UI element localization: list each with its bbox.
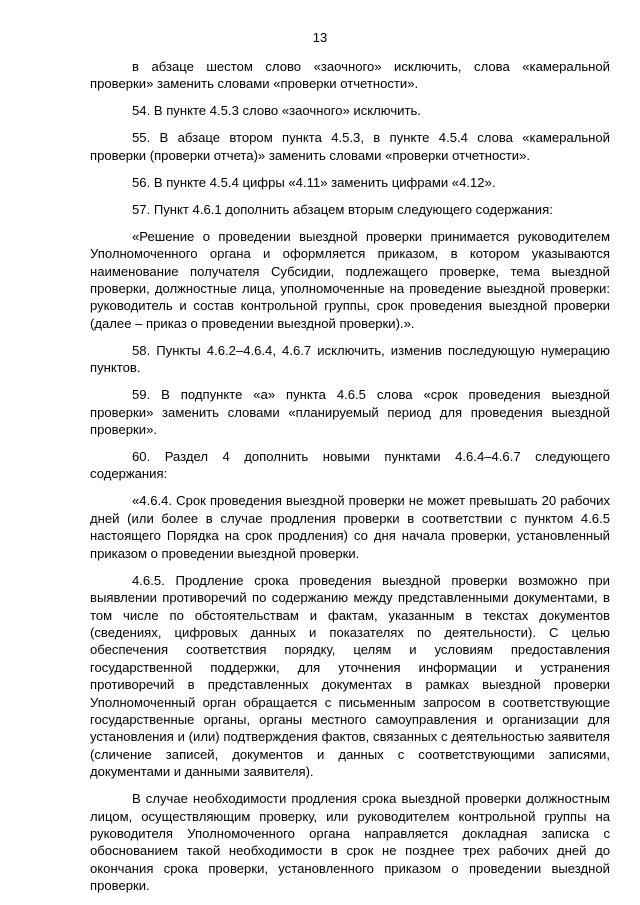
paragraph: 60. Раздел 4 дополнить новыми пунктами 4.6.4–4.6.7 следующего содержания: [90, 449, 610, 482]
paragraph: «4.6.4. Срок проведения выездной проверки не может превышать 20 рабочих дней (или более в случае продления проверки в соответствии с пунктом 4.6.5 настоящего Порядка на срок продления) со дня начала проверки, установленный приказом о проведении выездной проверки. [90, 493, 610, 561]
paragraph: 57. Пункт 4.6.1 дополнить абзацем вторым следующего содержания: [132, 201, 553, 217]
paragraph: «Решение о проведении выездной проверки принимается руководителем Уполномоченного органа и оформляется приказом, в котором указываются наименование получателя Субсидии, подлежащего проверке, тема выездной проверки, должностные лица, уполномоченные на проведение выездной проверки: руководитель и состав контрольной группы, срок проведения выездной проверки (далее – приказ о проведении выездной проверки).». [90, 228, 610, 331]
document-body [90, 58, 610, 895]
page-number: 13 [312, 30, 328, 45]
paragraph: 59. В подпункте «а» пункта 4.6.5 слова «срок проведения выездной проверки» заменить словами «планируемый период для проведения выездной проверки». [90, 387, 610, 438]
paragraph: в абзаце шестом слово «заочного» исключить, слова «камеральной проверки» заменить словами «проверки отчетности». [90, 59, 610, 92]
paragraph: 58. Пункты 4.6.2–4.6.4, 4.6.7 исключить, изменив последующую нумерацию пунктов. [90, 342, 610, 376]
paragraph: 56. В пункте 4.5.4 цифры «4.11» заменить цифрами «4.12». [132, 174, 496, 190]
paragraph: 54. В пункте 4.5.3 слово «заочного» исключить. [132, 103, 421, 119]
paragraph: В случае необходимости продления срока выездной проверки должностным лицом, осуществляющим проверку, или руководителем контрольной группы на руководителя Уполномоченного органа направляется докладная записка с обоснованием такой необходимости в срок не позднее трех рабочих дней до окончания срока проверки, установленного приказом о проведении выездной проверки. [90, 791, 610, 894]
paragraph: 4.6.5. Продление срока проведения выездной проверки возможно при выявлении противоречий по содержанию между представленными документами, в том числе по обстоятельствам и фактам, указанным в текстах документов (сведениях, цифровых данных и показателях по деятельности). С целью обеспечения соответствия порядку, целям и условиям предоставления государственной поддержки, для уточнения информации и устранения противоречий в представленных документах в рамках выездной проверки Уполномоченный орган обращается с письменным запросом в соответствующие государственные органы, органы местного самоуправления и организации для установления и (или) подтверждения фактов, связанных с деятельностью заявителя (сличение записей, документов и данных с соответствующими записями, документами и данными заявителя). [90, 572, 610, 780]
paragraph: 55. В абзаце втором пункта 4.5.3, в пункте 4.5.4 слова «камеральной проверки (проверки отчета)» заменить словами «проверки отчетности». [90, 130, 610, 163]
